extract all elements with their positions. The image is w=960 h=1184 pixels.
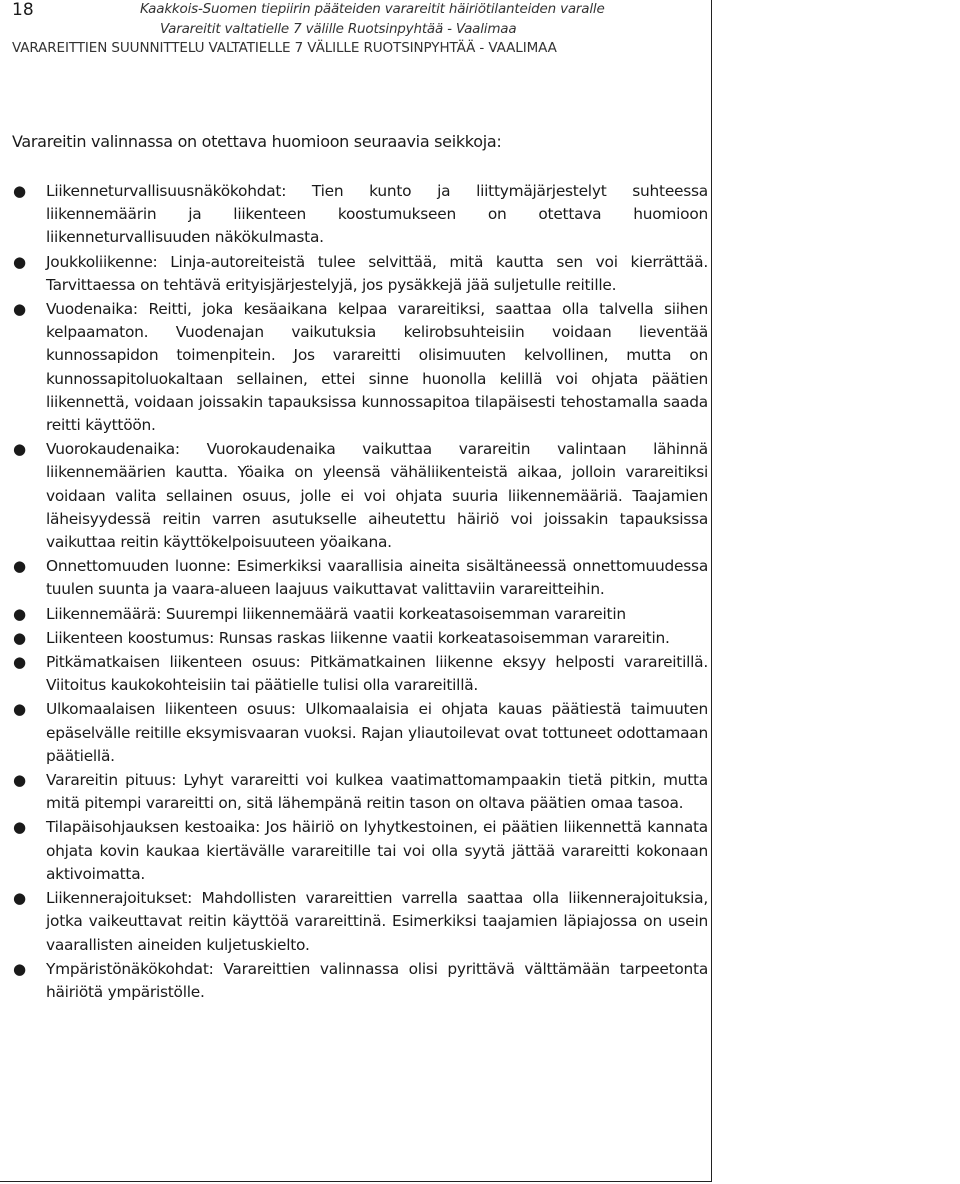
bullet-title: Onnettomuuden luonne: bbox=[46, 557, 231, 576]
page-number: 18 bbox=[12, 0, 34, 20]
bullet-item-foreign-traffic bbox=[12, 698, 708, 768]
bullet-icon: ● bbox=[13, 818, 26, 837]
bullet-text: Lyhyt varareitti voi kulkea vaatimattomampaakin tietä pitkin, mutta mitä pitempi varareitti on, sitä lähempänä reitin tason on oltava päätien omaa tasoa. bbox=[46, 771, 708, 813]
bullet-title: Liikenneturvallisuusnäkökohdat: bbox=[46, 182, 287, 200]
bullet-item-accident-type bbox=[12, 555, 708, 601]
bullet-icon: ● bbox=[13, 440, 26, 459]
bullet-text: Esimerkiksi vaarallisia aineita sisältäneessä onnettomuudessa tuulen suunta ja vaara-alueen laajuus vaikuttavat valittaviin varareitteihin. bbox=[46, 557, 708, 599]
bullet-title: Liikenteen koostumus: bbox=[46, 628, 215, 647]
bullet-icon: ● bbox=[13, 771, 26, 790]
bullet-item-public-transport bbox=[12, 251, 708, 297]
criteria-bullet-list bbox=[12, 180, 708, 1005]
bullet-title: Liikennemäärä: bbox=[46, 604, 162, 623]
bullet-title: Varareitin pituus: bbox=[46, 771, 177, 790]
bullet-text: Pitkämatkainen liikenne eksyy helposti varareitillä. Viitoitus kaukokohteisiin tai päätielle tulisi olla varareitillä. bbox=[46, 653, 708, 695]
bullet-icon: ● bbox=[13, 700, 26, 719]
bullet-title: Tilapäisohjauksen kestoaika: bbox=[46, 818, 261, 837]
bullet-text: Linja-autoreiteistä tulee selvittää, mitä kautta sen voi kierrättää. Tarvittaessa on tehtävä erityisjärjestelyjä, jos pysäkkejä jää suljetulle reitille. bbox=[46, 252, 708, 294]
bullet-text: Mahdollisten varareittien varrella saattaa olla liikennerajoituksia, jotka vaikeuttavat reitin käyttöä varareittinä. Esimerkiksi taajamien läpiajossa on usein vaarallisten aineiden kuljetuskielto. bbox=[46, 889, 708, 954]
bullet-text: Runsas raskas liikenne vaatii korkeatasoisemman varareitin. bbox=[214, 628, 670, 647]
bullet-text: Suurempi liikennemäärä vaatii korkeatasoisemman varareitin bbox=[161, 604, 626, 623]
bullet-title: Ulkomaalaisen liikenteen osuus: bbox=[46, 700, 296, 719]
bullet-text: Jos häiriö on lyhytkestoinen, ei päätien liikennettä kannata ohjata kovin kaukaa kiertävälle varareitille tai voi olla syytä jättää varareitti kokonaan aktivoimatta. bbox=[46, 818, 708, 883]
page-border-bottom bbox=[0, 1181, 712, 1182]
bullet-title: Pitkämatkaisen liikenteen osuus: bbox=[46, 653, 301, 672]
bullet-item-restrictions bbox=[12, 887, 708, 957]
bullet-item-environment bbox=[12, 958, 708, 1004]
bullet-title: Vuodenaika: bbox=[46, 300, 138, 319]
bullet-title: Liikennerajoitukset: bbox=[46, 889, 193, 908]
bullet-item-safety bbox=[12, 180, 708, 250]
bullet-title: Ympäristönäkökohdat: bbox=[46, 959, 214, 978]
bullet-icon: ● bbox=[13, 604, 26, 623]
bullet-item-traffic-composition bbox=[12, 627, 708, 650]
bullet-item-route-length bbox=[12, 769, 708, 815]
bullet-item-duration bbox=[12, 816, 708, 886]
page-border-right bbox=[711, 0, 712, 1182]
bullet-icon: ● bbox=[13, 557, 26, 576]
bullet-text: Vuorokaudenaika vaikuttaa varareitin valintaan lähinnä liikennemäärien kautta. Yöaika on yleensä vähäliikenteistä aikaa, jolloin varareitiksi voidaan valita sellainen osuus, jolle ei voi ohjata suuria liikennemääriä. Taajamien läheisyydessä reitin varren asutukselle aiheutettu häiriö voi joissakin tapauksissa vaikuttaa reitin käyttökelpoisuuteen yöaikana. bbox=[46, 440, 708, 552]
bullet-item-long-distance bbox=[12, 651, 708, 697]
bullet-item-season bbox=[12, 298, 708, 437]
bullet-icon: ● bbox=[13, 628, 26, 647]
bullet-icon: ● bbox=[13, 653, 26, 672]
bullet-icon: ● bbox=[13, 182, 26, 200]
running-header-title: Kaakkois-Suomen tiepiirin pääteiden varareitit häiriötilanteiden varalle bbox=[140, 1, 605, 17]
bullet-item-time-of-day bbox=[12, 438, 708, 554]
bullet-text: Varareittien valinnassa olisi pyrittävä välttämään tarpeetonta häiriötä ympäristölle. bbox=[46, 959, 708, 1001]
running-header-section: VARAREITTIEN SUUNNITTELU VALTATIELLE 7 VÄLILLE RUOTSINPYHTÄÄ - VAALIMAA bbox=[12, 40, 557, 56]
intro-paragraph: Varareitin valinnassa on otettava huomioon seuraavia seikkoja: bbox=[12, 132, 502, 151]
running-header-subtitle: Varareitit valtatielle 7 välille Ruotsinpyhtää - Vaalimaa bbox=[160, 21, 517, 37]
bullet-icon: ● bbox=[13, 959, 26, 978]
bullet-icon: ● bbox=[13, 252, 26, 271]
bullet-icon: ● bbox=[13, 300, 26, 319]
bullet-title: Vuorokaudenaika: bbox=[46, 440, 180, 459]
bullet-title: Joukkoliikenne: bbox=[46, 252, 158, 271]
bullet-text: Tien kunto ja liittymäjärjestelyt suhteessa liikennemäärin ja liikenteen koostumukseen on otettava huomioon liikenneturvallisuuden näkökulmasta. bbox=[46, 182, 708, 247]
bullet-item-traffic-volume bbox=[12, 603, 708, 626]
bullet-text: Ulkomaalaisia ei ohjata kauas päätiestä taimuuten epäselvälle reitille eksymisvaaran vuoksi. Rajan yliautoilevat ovat tottuneet odottamaan päätiellä. bbox=[46, 700, 708, 765]
bullet-icon: ● bbox=[13, 889, 26, 908]
bullet-text: Reitti, joka kesäaikana kelpaa varareitiksi, saattaa olla talvella siihen kelpaamaton. Vuodenajan vaikutuksia kelirobsuhteisiin voidaan lieventää kunnossapidon toimenpitein. Jos varareitti olisimuuten kelvollinen, mutta on kunnossapitoluokaltaan sellainen, ettei sinne huonolla kelillä voi ohjata päätien liikennettä, voidaan joissakin tapauksissa kunnossapitoa tilapäisesti tehostamalla saada reitti käyttöön. bbox=[46, 300, 708, 435]
